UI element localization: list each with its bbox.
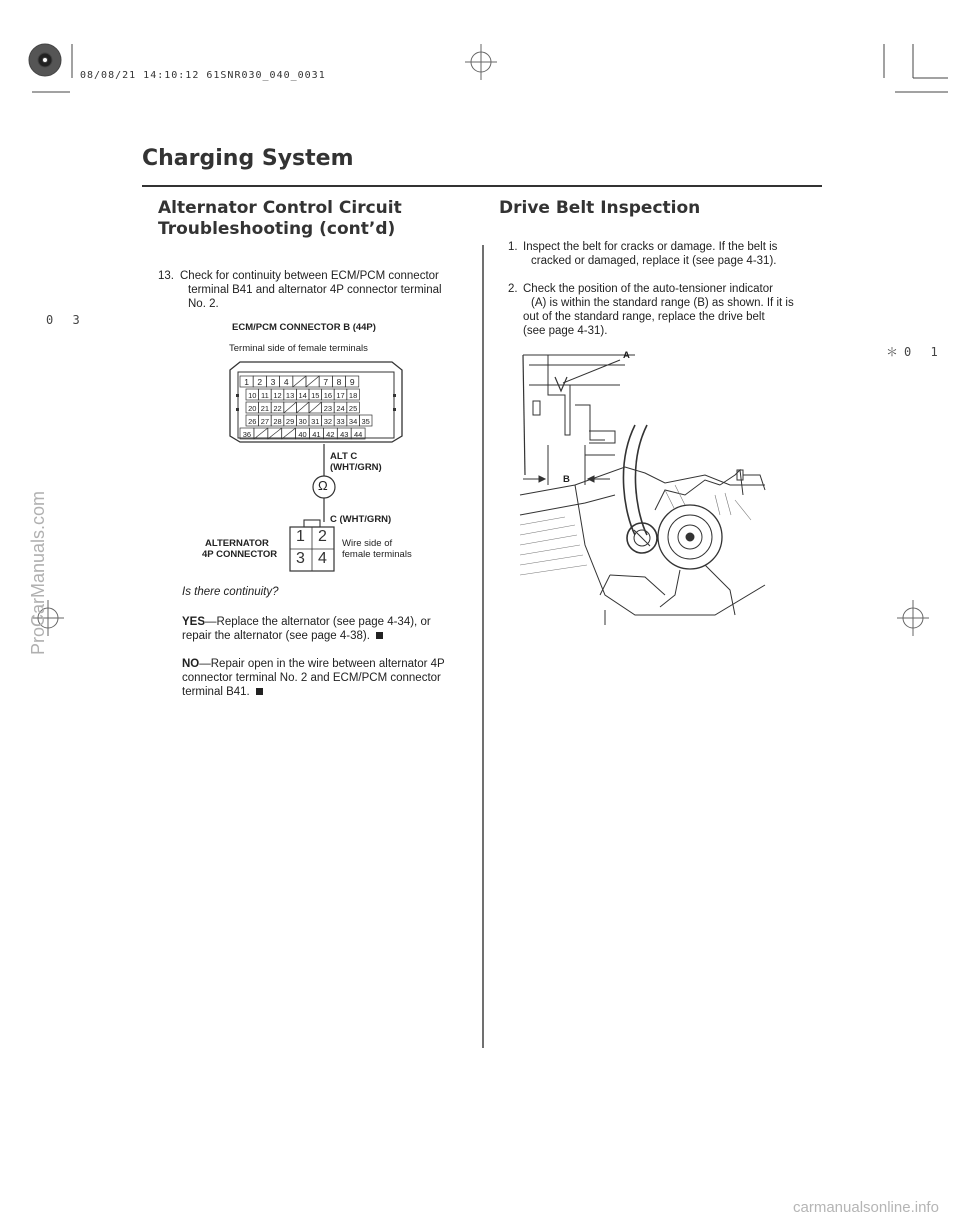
wire-label-c: C (WHT/GRN) — [330, 514, 392, 525]
step-2 — [508, 282, 818, 338]
step-1-number: 1. — [508, 241, 518, 253]
wire-label-alt-c-line2: (WHT/GRN) — [330, 462, 382, 473]
ecm-connector-diagram — [226, 358, 406, 446]
crop-crosshair-top — [465, 44, 497, 80]
terminal-side-label: Terminal side of female terminals — [229, 343, 368, 354]
ecm-terminal-grid — [240, 376, 372, 439]
step-2-line3: out of the standard range, replace the drive belt — [523, 311, 765, 323]
ecm-terminal-empty-mark — [296, 402, 309, 413]
ecm-terminal-empty-mark — [268, 428, 282, 439]
label-a: A — [623, 350, 630, 361]
wire-side-label — [342, 538, 412, 560]
ecm-terminal-number: 13 — [285, 390, 295, 400]
end-mark-yes — [376, 632, 383, 639]
ecm-terminal-number: 21 — [260, 403, 270, 413]
step-2-line2: (A) is within the standard range (B) as shown. If it is — [531, 297, 794, 309]
ecm-terminal-number: 20 — [248, 403, 257, 413]
ecm-terminal-number: 11 — [261, 390, 269, 400]
ecm-terminal-number: 32 — [323, 416, 333, 426]
alternator-label-line1: ALTERNATOR — [205, 538, 269, 549]
no-line1: Repair open in the wire between alternator 4P — [210, 658, 445, 670]
section-title-line1: Alternator Control Circuit — [158, 198, 402, 218]
step-13-line3: No. 2. — [188, 298, 219, 310]
ecm-terminal-number: 31 — [311, 416, 320, 426]
ecm-terminal-number: 22 — [273, 403, 282, 413]
alt-pin-1: 1 — [296, 528, 305, 545]
wire-side-line1: Wire side of — [342, 538, 393, 549]
ecm-terminal-number: 28 — [273, 416, 282, 426]
ecm-terminal-number: 7 — [323, 376, 329, 387]
ecm-terminal-number: 23 — [323, 403, 333, 413]
ecm-terminal-empty-mark — [306, 376, 319, 387]
label-b: B — [563, 474, 570, 485]
ecm-terminal-empty-mark — [293, 376, 306, 387]
no-result: NO—Repair open in the wire between alternator 4P connector terminal No. 2 and ECM/PCM connector terminal B41. — [182, 657, 482, 699]
wire-label-alt-c-line1: ALT C — [330, 451, 358, 462]
ecm-terminal-number: 30 — [298, 416, 307, 426]
alternator-label-line2: 4P CONNECTOR — [202, 549, 278, 560]
step-13-line1: Check for continuity between ECM/PCM connector — [180, 270, 439, 282]
ecm-terminal-number: 41 — [312, 429, 321, 439]
alt-pin-2: 2 — [318, 528, 327, 545]
end-mark-no — [256, 688, 263, 695]
ecm-terminal-empty-mark — [309, 402, 322, 413]
ecm-terminal-number: 4 — [283, 376, 289, 387]
ecm-terminal-number: 25 — [348, 403, 358, 413]
ecm-terminal-number: 2 — [257, 376, 263, 387]
side-watermark: ProCarManuals.com — [28, 490, 48, 655]
ecm-terminal-number: 10 — [248, 390, 257, 400]
no-line3: terminal B41. — [182, 686, 250, 698]
ecm-terminal-number: 16 — [323, 390, 333, 400]
no-line2: connector terminal No. 2 and ECM/PCM connector — [182, 672, 441, 684]
ecm-terminal-number: 9 — [349, 376, 355, 387]
no-label: NO — [182, 658, 200, 670]
ecm-terminal-number: 36 — [242, 429, 252, 439]
wire-label-alt-c — [330, 451, 382, 473]
ecm-terminal-number: 42 — [326, 429, 335, 439]
ecm-terminal-number: 1 — [244, 376, 249, 387]
alt-pin-3: 3 — [296, 550, 305, 567]
ecm-terminal-number: 29 — [285, 416, 295, 426]
ecm-connector-title: ECM/PCM CONNECTOR B (44P) — [232, 322, 376, 333]
page-title: Charging System — [142, 146, 354, 171]
margin-mark-left: 0 3 — [46, 313, 86, 327]
ecm-terminal-number: 34 — [348, 416, 358, 426]
step-2-line1: Check the position of the auto-tensioner indicator — [523, 283, 773, 295]
ecm-terminal-number: 8 — [336, 376, 342, 387]
ecm-terminal-number: 12 — [273, 390, 282, 400]
ecm-terminal-number: 3 — [270, 376, 276, 387]
ecm-terminal-number: 40 — [298, 429, 307, 439]
step-1 — [508, 240, 808, 268]
ecm-terminal-empty-mark — [254, 428, 268, 439]
belt-tensioner-illustration — [515, 345, 775, 625]
yes-label: YES — [182, 616, 206, 628]
crop-target-top-left — [29, 44, 72, 92]
crop-corner-top-right — [884, 44, 948, 92]
alt-pin-4: 4 — [318, 550, 327, 567]
yes-line1: Replace the alternator (see page 4-34), or — [216, 616, 431, 628]
step-1-line2: cracked or damaged, replace it (see page 4-31). — [531, 255, 777, 267]
ecm-terminal-number: 17 — [336, 390, 345, 400]
section-title-drive-belt: Drive Belt Inspection — [499, 198, 701, 218]
ecm-terminal-number: 43 — [340, 429, 349, 439]
ecm-terminal-number: 15 — [311, 390, 320, 400]
print-stamp: 08/08/21 14:10:12 61SNR030_040_0031 — [80, 70, 326, 81]
margin-mark-right: ＊0 1 — [886, 345, 944, 359]
alternator-connector-label — [202, 538, 277, 560]
ecm-terminal-number: 35 — [361, 416, 370, 426]
ecm-terminal-number: 14 — [298, 390, 307, 400]
ecm-terminal-empty-mark — [282, 428, 296, 439]
ecm-terminal-number: 44 — [353, 429, 363, 439]
continuity-question: Is there continuity? — [182, 586, 279, 598]
step-2-number: 2. — [508, 283, 518, 295]
ohmmeter-symbol: Ω — [318, 478, 328, 493]
ecm-terminal-number: 24 — [336, 403, 345, 413]
ecm-terminal-number: 18 — [348, 390, 358, 400]
step-13-number: 13. — [158, 270, 174, 282]
ecm-terminal-number: 33 — [336, 416, 345, 426]
step-1-line1: Inspect the belt for cracks or damage. If the belt is — [523, 241, 778, 253]
ecm-terminal-number: 27 — [260, 416, 270, 426]
step-13 — [158, 269, 468, 311]
ecm-terminal-number: 26 — [248, 416, 257, 426]
wire-side-line2: female terminals — [342, 549, 412, 560]
step-13-line2: terminal B41 and alternator 4P connector terminal — [188, 284, 442, 296]
ecm-terminal-empty-mark — [284, 402, 297, 413]
section-title-alternator — [158, 198, 402, 240]
step-2-line4: (see page 4-31). — [523, 325, 608, 337]
yes-line2: repair the alternator (see page 4-38). — [182, 630, 370, 642]
yes-result: YES—Replace the alternator (see page 4-34), or repair the alternator (see page 4-38). — [182, 616, 431, 642]
section-title-line2: Troubleshooting (cont’d) — [158, 219, 396, 239]
crop-crosshair-right — [897, 600, 929, 636]
footer-watermark: carmanualsonline.info — [793, 1199, 939, 1216]
